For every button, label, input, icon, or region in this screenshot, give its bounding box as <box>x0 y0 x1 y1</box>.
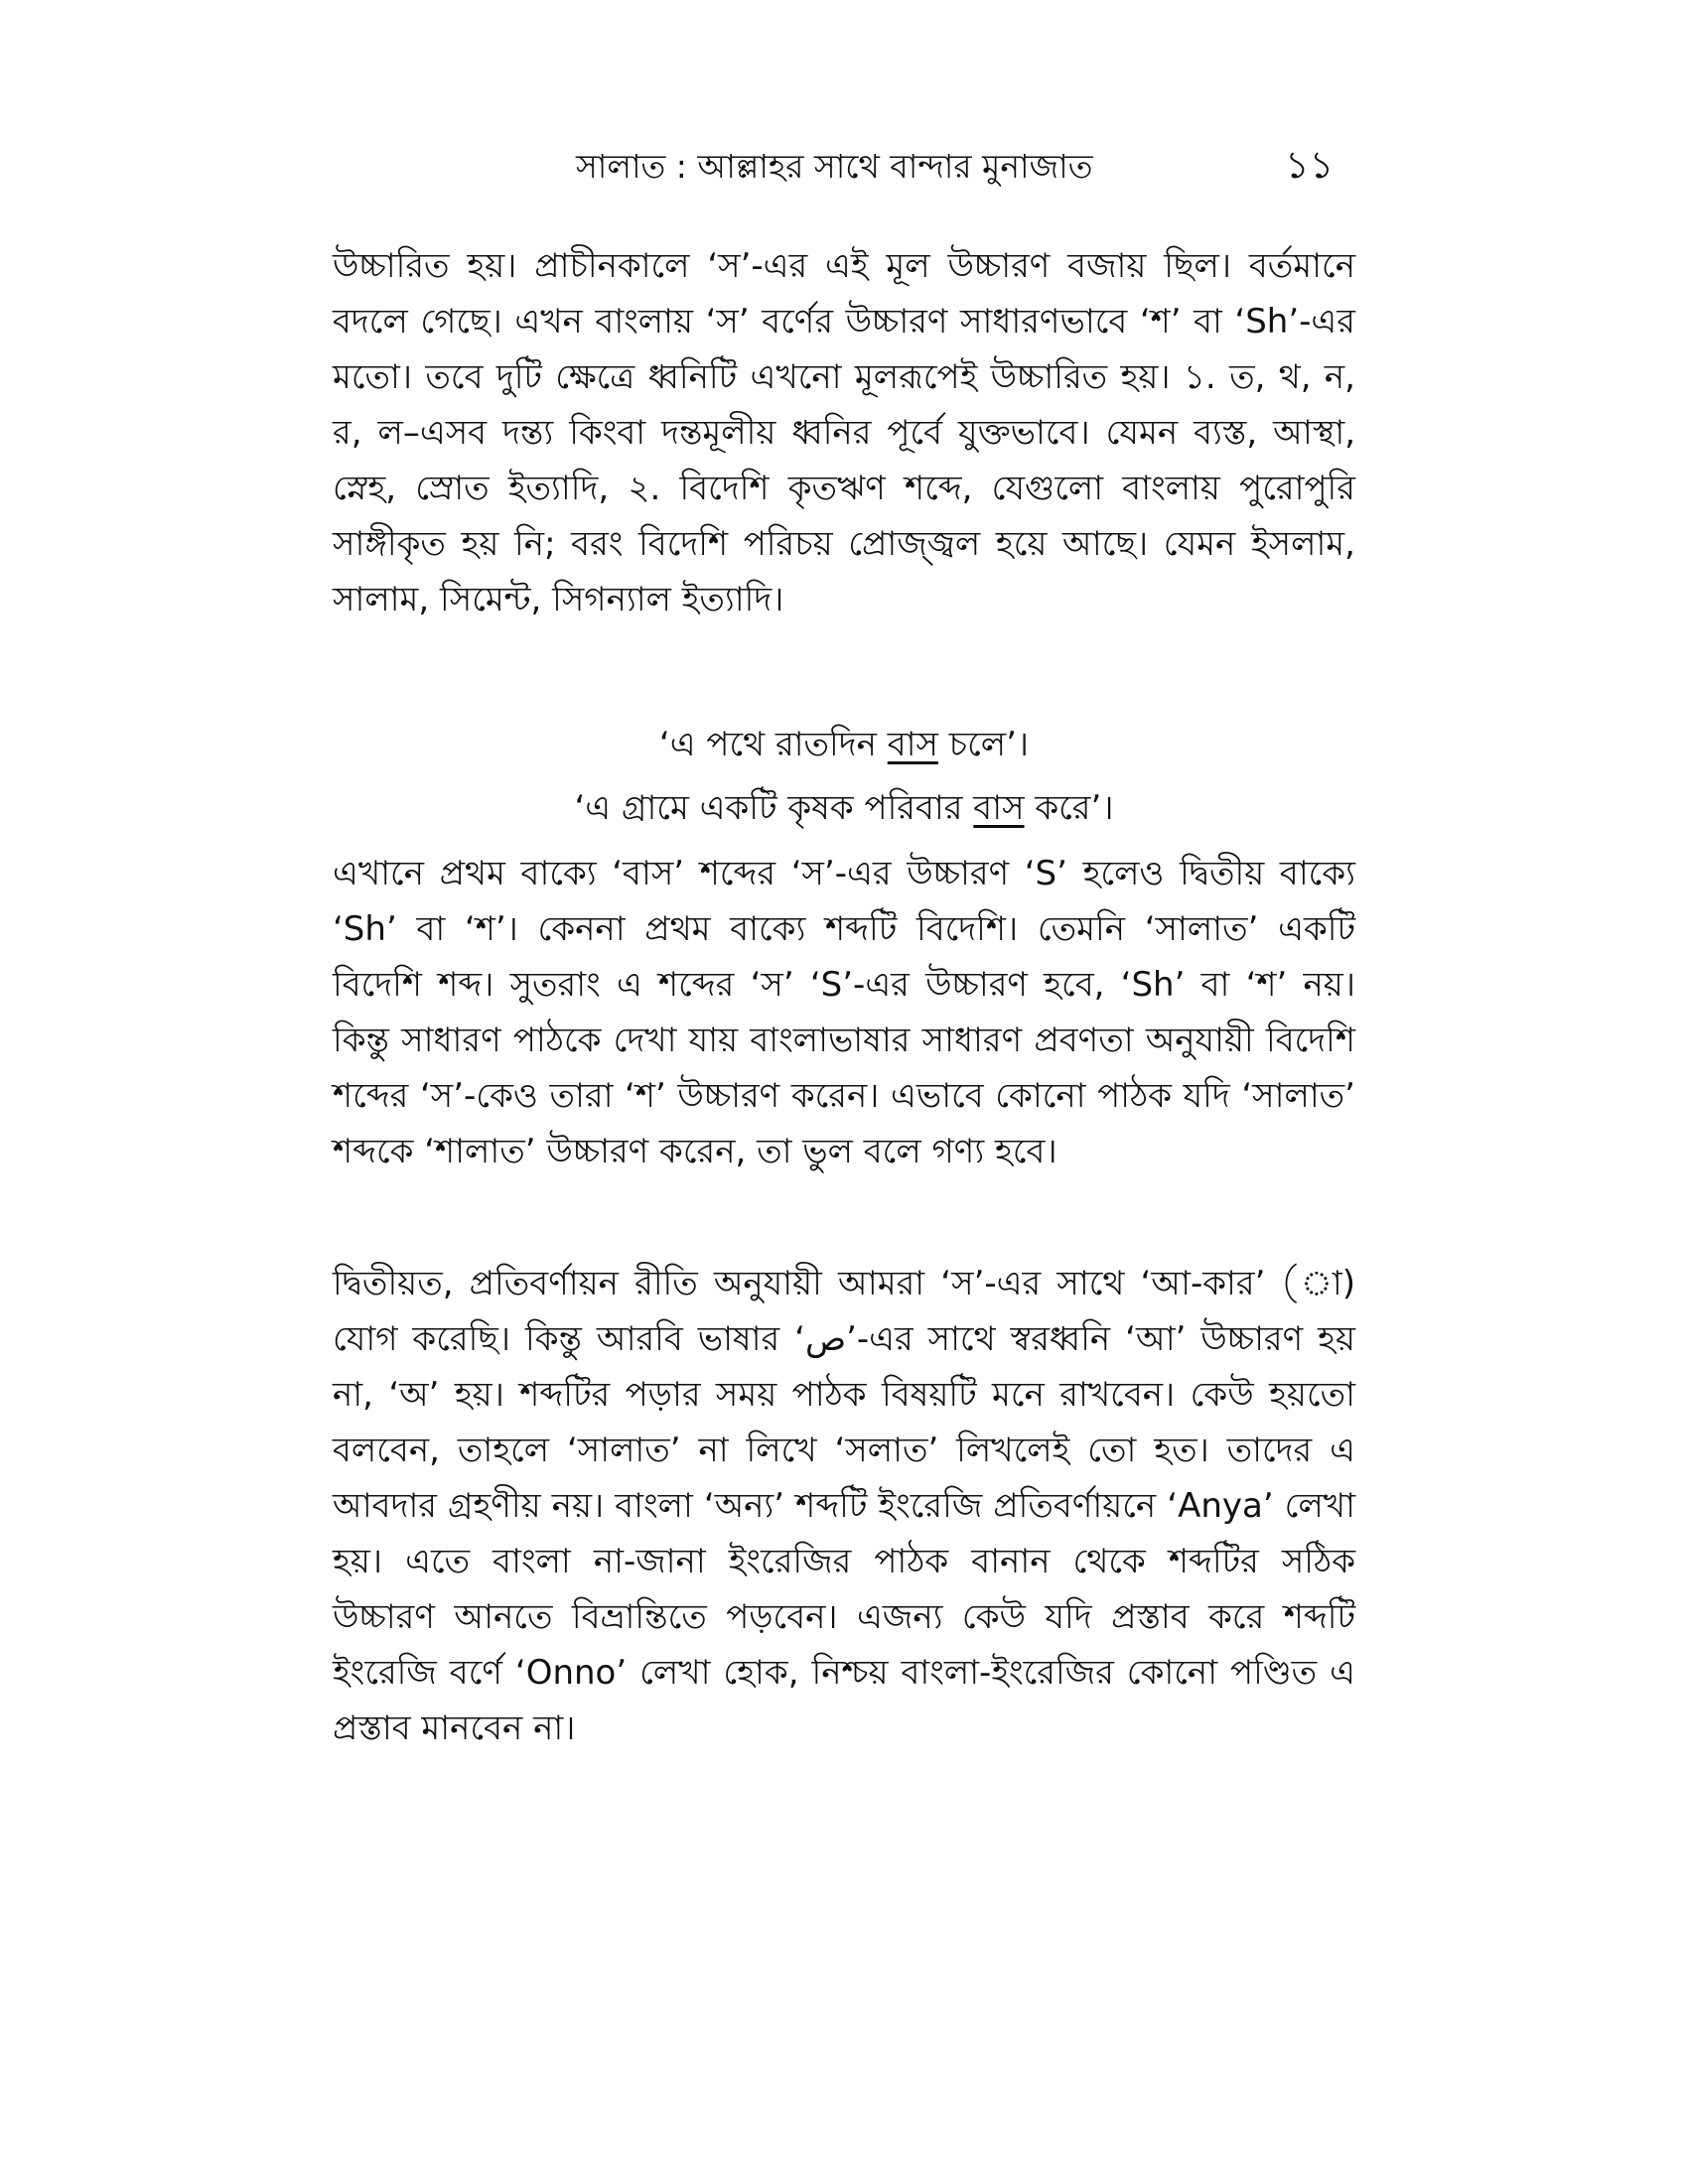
paragraph-text: এখানে প্রথম বাক্যে ‘বাস’ শব্দের ‘স’-এর উচ্চারণ ‘S’ হলেও দ্বিতীয় বাক্যে ‘Sh’ বা ‘শ’। কেননা প্রথম বাক্যে শব্দটি বিদেশি। তেমনি ‘সালাত’ একটি বিদেশি শব্দ। সুতরাং এ শব্দের ‘স’ ‘S’-এর উচ্চারণ হবে, ‘Sh’ বা ‘শ’ নয়। কিন্তু সাধারণ পাঠকে দেখা যায় বাংলাভাষার সাধারণ প্রবণতা অনুযায়ী বিদেশি শব্দের ‘স’-কেও তারা ‘শ’ উচ্চারণ করেন। এভাবে কোনো পাঠক যদি ‘সালাত’ শব্দকে ‘শালাত’ উচ্চারণ করেন, তা ভুল বলে গণ্য হবে। <box>333 854 1355 1171</box>
page-number: ১১ <box>1285 143 1335 187</box>
example-sentence-1 <box>333 717 1355 772</box>
example-text-end: চলে’। <box>937 725 1030 764</box>
running-title: সালাত : আল্লাহর সাথে বান্দার মুনাজাত <box>576 147 1093 186</box>
body-paragraph-3 <box>333 1256 1355 1756</box>
underlined-word: বাস <box>887 725 938 764</box>
body-paragraph-2 <box>333 846 1355 1179</box>
example-sentence-2 <box>333 780 1355 836</box>
paragraph-text: দ্বিতীয়ত, প্রতিবর্ণায়ন রীতি অনুযায়ী আমরা ‘স’-এর সাথে ‘আ-কার’ (া) যোগ করেছি। কিন্তু আরবি ভাষার ‘ص’-এর সাথে স্বরধ্বনি ‘আ’ উচ্চারণ হয় না, ‘অ’ হয়। শব্দটির পড়ার সময় পাঠক বিষয়টি মনে রাখবেন। কেউ হয়তো বলবেন, তাহলে ‘সালাত’ না লিখে ‘সলাত’ লিখলেই তো হত। তাদের এ আবদার গ্রহণীয় নয়। বাংলা ‘অন্য’ শব্দটি ইংরেজি প্রতিবর্ণায়নে ‘Anya’ লেখা হয়। এতে বাংলা না-জানা ইংরেজির পাঠক বানান থেকে শব্দটির সঠিক উচ্চারণ আনতে বিভ্রান্তিতে পড়বেন। এজন্য কেউ যদি প্রস্তাব করে শব্দটি ইংরেজি বর্ণে ‘Onno’ লেখা হোক, নিশ্চয় বাংলা-ইংরেজির কোনো পণ্ডিত এ প্রস্তাব মানবেন না। <box>333 1264 1355 1748</box>
paragraph-text: উচ্চারিত হয়। প্রাচীনকালে ‘স’-এর এই মূল উচ্চারণ বজায় ছিল। বর্তমানে বদলে গেছে। এখন বাংলায় ‘স’ বর্ণের উচ্চারণ সাধারণভাবে ‘শ’ বা ‘Sh’-এর মতো। তবে দুটি ক্ষেত্রে ধ্বনিটি এখনো মূলরূপেই উচ্চারিত হয়। ১. ত, থ, ন, র, ল–এসব দন্ত্য কিংবা দন্তমূলীয় ধ্বনির পূর্বে যুক্তভাবে। যেমন ব্যস্ত, আস্থা, স্নেহ, স্রোত ইত্যাদি, ২. বিদেশি কৃতঋণ শব্দে, যেগুলো বাংলায় পুরোপুরি সাঙ্গীকৃত হয় নি; বরং বিদেশি পরিচয় প্রোজ্জ্বল হয়ে আছে। যেমন ইসলাম, সালাম, সিমেন্ট, সিগন্যাল ইত্যাদি। <box>333 246 1355 619</box>
example-text-start: ‘এ পথে রাতদিন <box>658 725 888 764</box>
example-text-start: ‘এ গ্রামে একটি কৃষক পরিবার <box>574 788 974 828</box>
underlined-word: বাস <box>973 788 1025 828</box>
body-paragraph-1 <box>333 238 1355 627</box>
example-text-end: করে’। <box>1024 788 1114 828</box>
